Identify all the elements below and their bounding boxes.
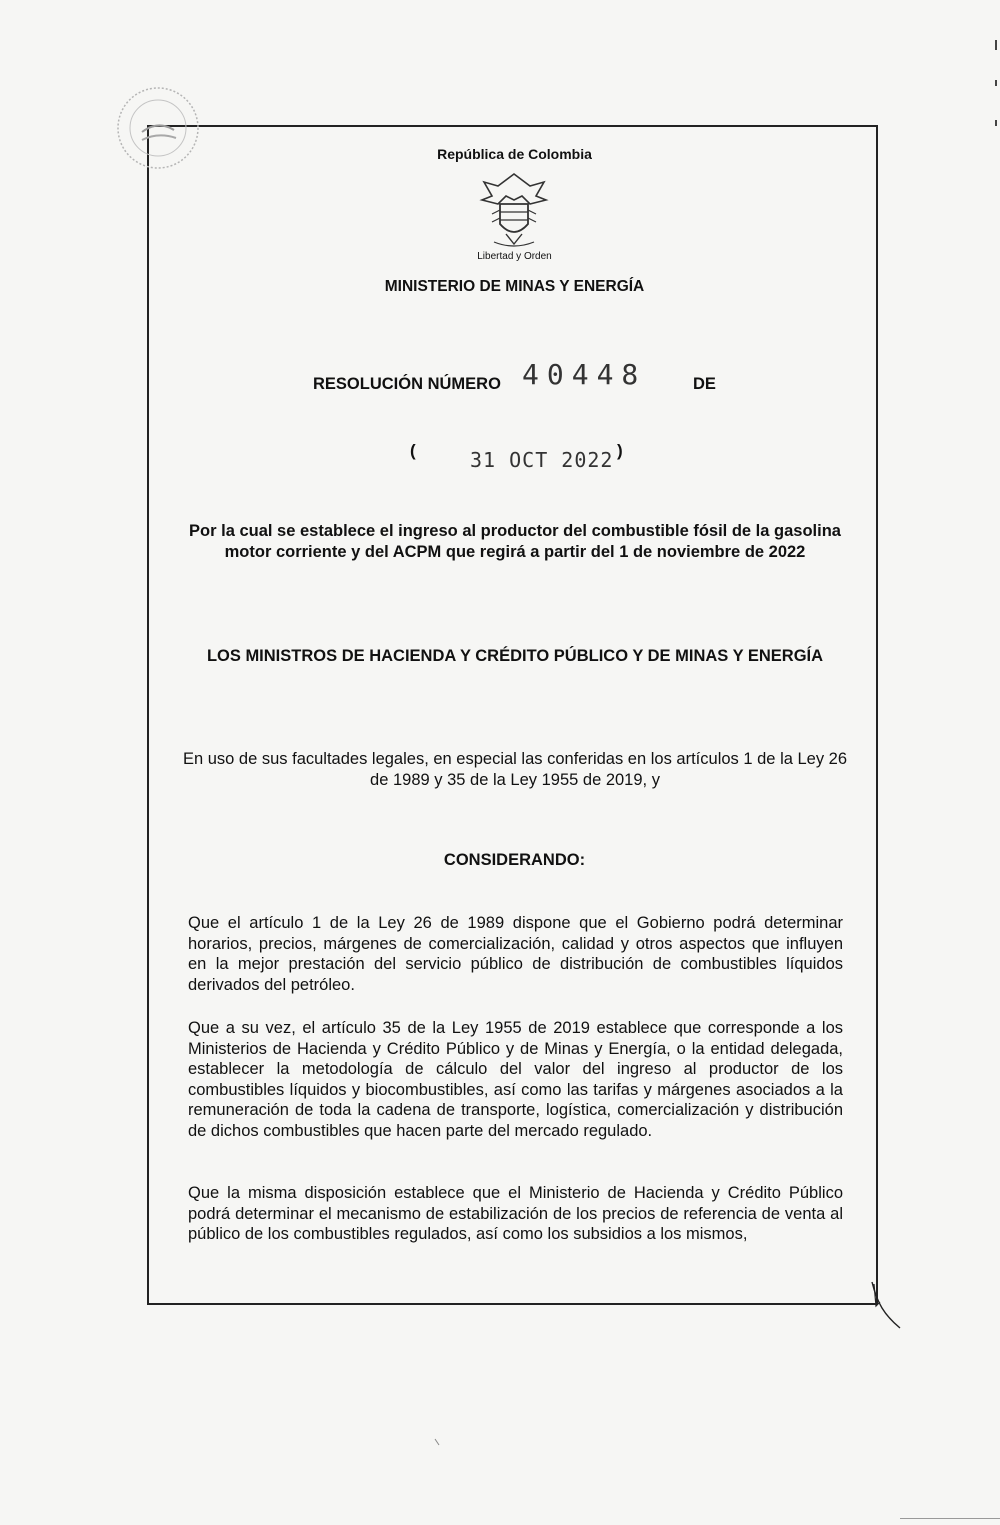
considerando-paragraph: Que a su vez, el artículo 35 de la Ley 1955 de 2019 establece que corresponde a los Ministerios de Hacienda y Crédito Público y de Minas y Energía, o la entidad delegada, establecer la metodología de cálculo del valor del ingreso al productor de los combustibles líquidos y biocombustibles, así como las tarifas y márgenes asociados a la remuneración de toda la cadena de transporte, logística, comercialización y distribución de dichos combustibles que hacen parte del mercado regulado. <box>188 1019 843 1140</box>
coat-of-arms-icon <box>478 170 550 250</box>
motto: Libertad y Orden <box>477 251 552 262</box>
scan-edge-line <box>900 1518 1000 1519</box>
considerando-heading: CONSIDERANDO: <box>443 851 586 869</box>
scan-speck <box>433 1437 443 1447</box>
resolution-number: 40448 <box>522 358 647 391</box>
handwritten-initial-icon <box>864 1278 904 1330</box>
considerando-paragraph: Que la misma disposición establece que el Ministerio de Hacienda y Crédito Público podrá determinar el mecanismo de estabilización de los precios de referencia de venta al público de los combustibles regulados, así como los subsidios a los mismos, <box>188 1184 843 1243</box>
issuing-authority: LOS MINISTROS DE HACIENDA Y CRÉDITO PÚBLICO Y DE MINAS Y ENERGÍA <box>206 647 824 665</box>
ministry-name: MINISTERIO DE MINAS Y ENERGÍA <box>384 278 645 295</box>
resolution-date: 31 OCT 2022 <box>470 448 614 472</box>
resolution-de: DE <box>693 375 716 393</box>
considerando-paragraph: Que el artículo 1 de la Ley 26 de 1989 dispone que el Gobierno podrá determinar horarios, precios, márgenes de comercialización, calidad y otros aspectos que influyen en la mejor prestación del servicio público de distribución de combustibles líquidos derivados del petróleo. <box>188 914 843 994</box>
scan-edge-mark <box>995 40 998 130</box>
legal-basis: En uso de sus facultades legales, en especial las conferidas en los artículos 1 de la Ley 26 de 1989 y 35 de la Ley 1955 de 2019, y <box>182 750 848 789</box>
date-paren-open: ( <box>410 441 416 460</box>
date-paren-close: ) <box>617 441 623 460</box>
resolution-label: RESOLUCIÓN NÚMERO <box>313 375 501 393</box>
resolution-subject: Por la cual se establece el ingreso al productor del combustible fósil de la gasolina motor corriente y del ACPM que regirá a partir del 1 de noviembre de 2022 <box>189 522 841 561</box>
country-name: República de Colombia <box>437 146 592 162</box>
